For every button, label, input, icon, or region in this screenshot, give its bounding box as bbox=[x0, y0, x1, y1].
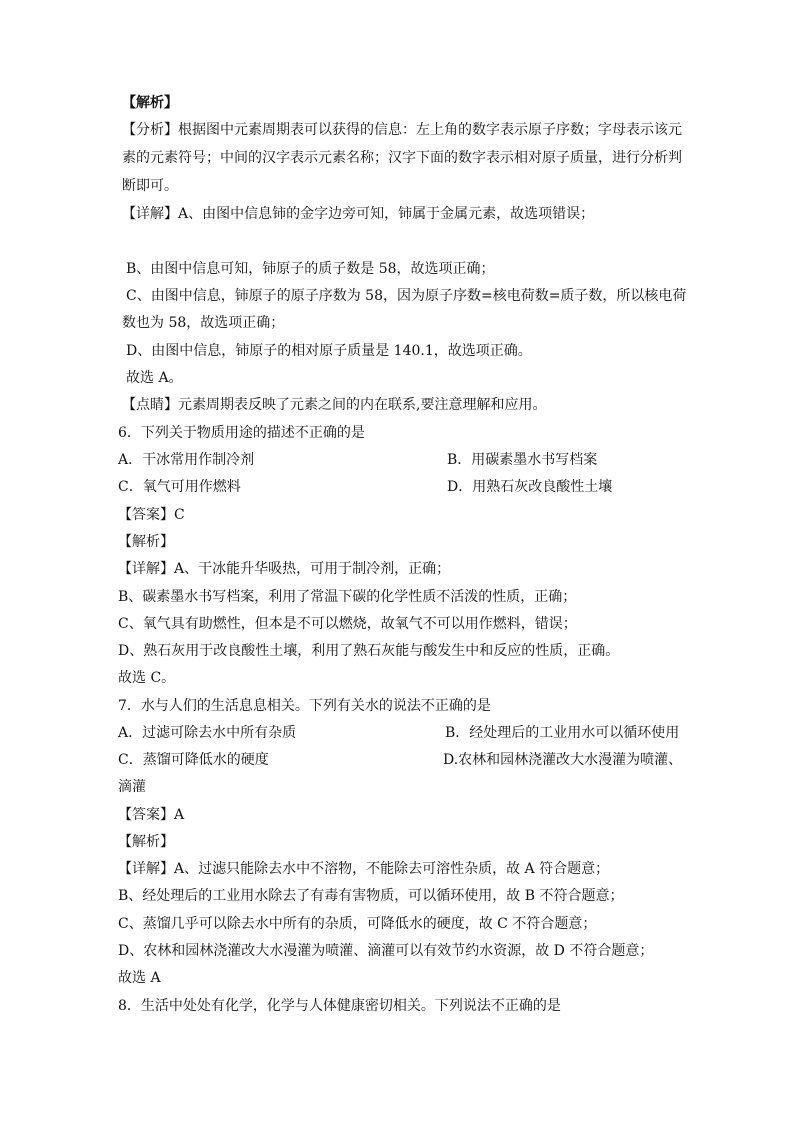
q7-choose: 故选 A bbox=[118, 970, 161, 986]
q7-option-d-continued: 滴灌 bbox=[118, 779, 146, 795]
q5-fenxi-line-3: 断即可。 bbox=[122, 178, 178, 194]
q7-stem: 7．水与人们的生活息息相关。下列有关水的说法不正确的是 bbox=[118, 698, 491, 714]
q5-point: 【点睛】元素周期表反映了元素之间的内在联系,要注意理解和应用。 bbox=[122, 397, 547, 413]
q5-detail-a: 【详解】A、由图中信息铈的金字边旁可知，铈属于金属元素，故选项错误； bbox=[122, 206, 595, 222]
q6-detail-1: 【详解】A、干冰能升华吸热，可用于制冷剂，正确； bbox=[118, 561, 451, 577]
q6-detail-4: D、熟石灰用于改良酸性土壤，利用了熟石灰能与酸发生中和反应的性质，正确。 bbox=[118, 643, 620, 659]
q5-detail-d: D、由图中信息，铈原子的相对原子质量是 140.1，故选项正确。 bbox=[126, 343, 532, 359]
q6-detail-3: C、氧气具有助燃性，但本是不可以燃烧，故氧气不可以用作燃料，错误； bbox=[118, 616, 577, 632]
q5-choose: 故选 A。 bbox=[126, 370, 183, 386]
q5-detail-c-line-2: 数也为 58，故选项正确； bbox=[122, 315, 285, 331]
q6-stem: 6．下列关于物质用途的描述不正确的是 bbox=[118, 425, 365, 441]
q5-fenxi-line-1: 【分析】根据图中元素周期表可以获得的信息：左上角的数字表示原子序数；字母表示该元 bbox=[122, 122, 682, 138]
q6-option-d: D．用熟石灰改良酸性土壤 bbox=[447, 479, 613, 495]
q7-analysis-header: 【解析】 bbox=[118, 834, 174, 850]
q7-answer: 【答案】A bbox=[118, 807, 185, 823]
q7-option-d: D.农林和园林浇灌改大水漫灌为喷灌、 bbox=[443, 752, 683, 768]
q6-detail-2: B、碳素墨水书写档案，利用了常温下碳的化学性质不活泼的性质，正确； bbox=[118, 589, 577, 605]
q6-option-b: B．用碳素墨水书写档案 bbox=[447, 452, 598, 468]
q5-analysis-header: 【解析】 bbox=[122, 95, 178, 111]
q5-fenxi-line-2: 素的元素符号；中间的汉字表示元素名称；汉字下面的数字表示相对原子质量，进行分析判 bbox=[122, 150, 682, 166]
q7-option-a: A．过滤可除去水中所有杂质 bbox=[118, 725, 297, 741]
q7-option-b: B．经处理后的工业用水可以循环使用 bbox=[445, 725, 680, 741]
q7-option-c: C．蒸馏可降低水的硬度 bbox=[118, 752, 269, 768]
q8-stem: 8．生活中处处有化学，化学与人体健康密切相关。下列说法不正确的是 bbox=[118, 998, 561, 1014]
q7-detail-3: C、蒸馏几乎可以除去水中所有的杂质，可降低水的硬度，故 C 不符合题意； bbox=[118, 916, 597, 932]
q6-option-c: C．氧气可用作燃料 bbox=[118, 479, 241, 495]
q6-answer: 【答案】C bbox=[118, 507, 185, 523]
q5-detail-c-line-1: C、由图中信息，铈原子的原子序数为 58，因为原子序数=核电荷数=质子数，所以核电荷 bbox=[126, 288, 687, 304]
q5-detail-b: B、由图中信息可知，铈原子的质子数是 58，故选项正确； bbox=[126, 261, 495, 277]
q6-option-a: A．干冰常用作制冷剂 bbox=[118, 452, 255, 468]
q6-analysis-header: 【解析】 bbox=[118, 534, 174, 550]
q7-detail-4: D、农林和园林浇灌改大水漫灌为喷灌、滴灌可以有效节约水资源，故 D 不符合题意； bbox=[118, 943, 654, 959]
q7-detail-1: 【详解】A、过滤只能除去水中不溶物，不能除去可溶性杂质，故 A 符合题意； bbox=[118, 861, 610, 877]
q6-choose: 故选 C。 bbox=[118, 670, 176, 686]
q7-detail-2: B、经处理后的工业用水除去了有毒有害物质，可以循环使用，故 B 不符合题意； bbox=[118, 888, 624, 904]
